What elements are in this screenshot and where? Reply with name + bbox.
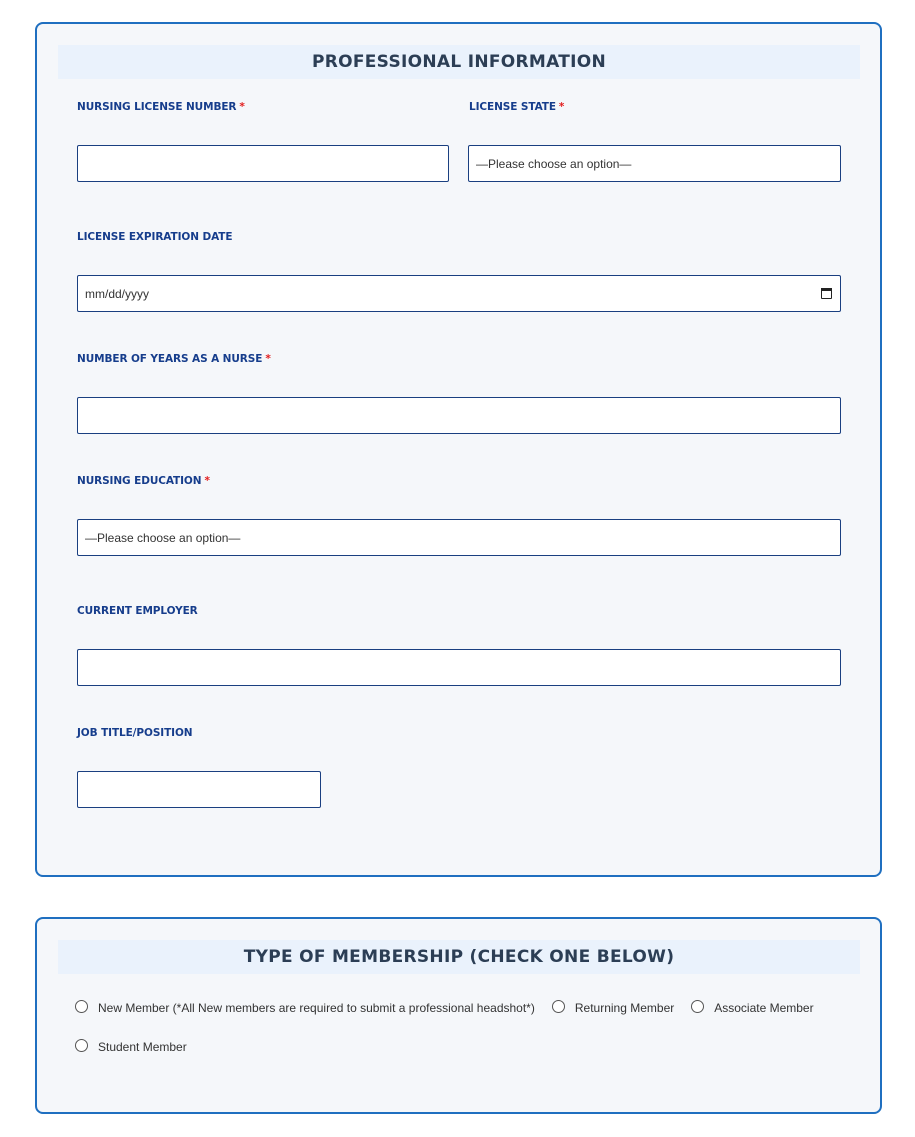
license-expiration-label: LICENSE EXPIRATION DATE <box>77 231 233 243</box>
license-number-input[interactable] <box>77 145 449 182</box>
calendar-icon[interactable] <box>821 288 832 299</box>
professional-information-panel <box>35 22 882 877</box>
job-title-input[interactable] <box>77 771 321 808</box>
section-title: PROFESSIONAL INFORMATION <box>58 45 860 79</box>
license-state-label <box>469 101 564 113</box>
section-title: TYPE OF MEMBERSHIP (CHECK ONE BELOW) <box>58 940 860 974</box>
license-state-selected: —Please choose an option— <box>476 156 632 171</box>
required-marker: * <box>204 475 210 487</box>
license-expiration-date-input[interactable] <box>77 275 841 312</box>
radio-option-student-member[interactable] <box>75 1040 204 1054</box>
license-number-label <box>77 101 245 113</box>
years-nurse-input[interactable] <box>77 397 841 434</box>
radio-button[interactable] <box>75 1000 88 1013</box>
radio-button[interactable] <box>691 1000 704 1013</box>
license-state-label-text: LICENSE STATE <box>469 101 556 113</box>
required-marker: * <box>558 101 565 113</box>
current-employer-label: CURRENT EMPLOYER <box>77 605 198 617</box>
required-marker: * <box>265 353 271 365</box>
radio-option-returning-member[interactable] <box>552 1001 691 1015</box>
membership-options-row-2 <box>75 1040 204 1054</box>
radio-label: Returning Member <box>574 1001 675 1015</box>
years-nurse-label-text: NUMBER OF YEARS AS A NURSE <box>77 353 263 365</box>
nursing-education-label <box>77 475 210 487</box>
radio-button[interactable] <box>75 1039 88 1052</box>
required-marker: * <box>239 101 245 113</box>
nursing-education-label-text: NURSING EDUCATION <box>77 475 202 487</box>
radio-label: Associate Member <box>714 1001 814 1015</box>
radio-label: New Member (*All New members are required to submit a professional headshot*) <box>98 1001 535 1015</box>
nursing-education-select[interactable] <box>77 519 841 556</box>
date-placeholder: mm/dd/yyyy <box>85 286 150 301</box>
years-nurse-label <box>77 353 271 365</box>
license-state-select[interactable] <box>468 145 841 182</box>
license-number-label-text: NURSING LICENSE NUMBER <box>77 101 237 113</box>
job-title-label: JOB TITLE/POSITION <box>77 727 193 739</box>
membership-options-row-1 <box>75 1001 831 1015</box>
radio-label: Student Member <box>98 1040 187 1054</box>
membership-type-panel <box>35 917 882 1114</box>
radio-button[interactable] <box>552 1000 565 1013</box>
current-employer-input[interactable] <box>77 649 841 686</box>
radio-option-associate-member[interactable] <box>691 1001 830 1015</box>
radio-option-new-member[interactable] <box>75 1001 552 1015</box>
nursing-education-selected: —Please choose an option— <box>85 530 241 545</box>
